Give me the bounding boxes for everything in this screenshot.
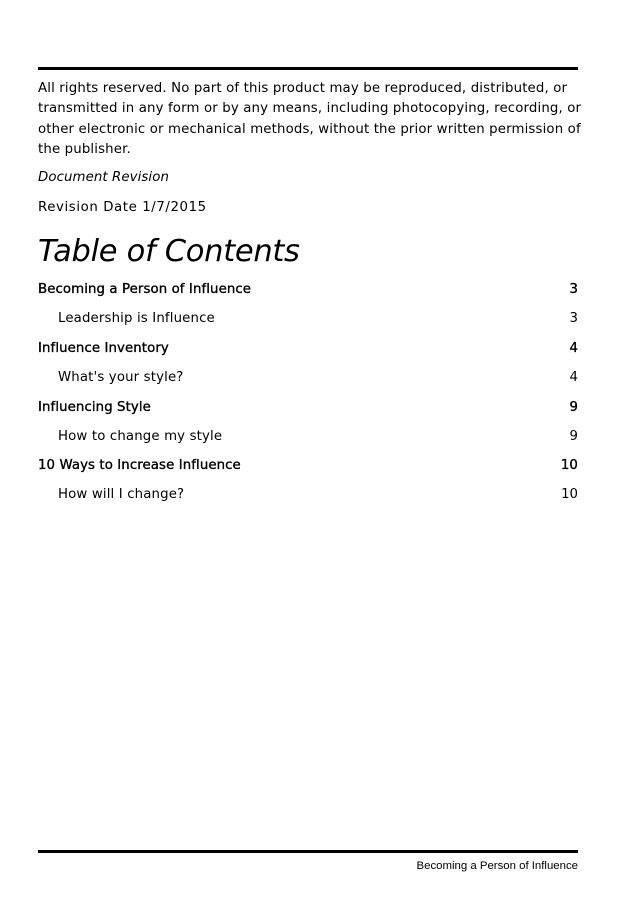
toc-subentry[interactable] <box>38 369 578 387</box>
document-page <box>38 0 582 902</box>
toc-entry-title: How to change my style <box>58 429 223 444</box>
toc-entry[interactable] <box>38 399 578 417</box>
toc-entry-title: 10 Ways to Increase Influence <box>38 458 241 473</box>
toc-entry-page: 9 <box>569 400 578 415</box>
toc-entry-title: Influencing Style <box>38 400 151 415</box>
toc-entry-page: 4 <box>569 341 578 356</box>
toc-entry-title: Becoming a Person of Influence <box>38 282 252 297</box>
toc-entry[interactable] <box>38 457 578 475</box>
toc-entry[interactable] <box>38 281 578 299</box>
revision-date: Revision Date 1/7/2015 <box>38 200 207 215</box>
toc-subentry[interactable] <box>38 428 578 446</box>
bottom-divider <box>38 850 578 853</box>
copyright-notice: All rights reserved. No part of this product may be reproduced, distributed, or transmitted in any form or by any means, including photocopying, recording, or other electronic or mechanical methods, without the prior written permission of the publisher. <box>38 81 582 157</box>
toc-entry-title: What's your style? <box>58 370 184 385</box>
top-divider <box>38 67 578 70</box>
toc-subentry[interactable] <box>38 310 578 328</box>
toc-title: Table of Contents <box>38 234 300 269</box>
toc-entry-title: Influence Inventory <box>38 341 169 356</box>
toc-entry-page: 3 <box>569 311 578 326</box>
toc-entry-page: 4 <box>569 370 578 385</box>
toc-entry-page: 3 <box>569 282 578 297</box>
toc-entry-page: 10 <box>561 487 578 502</box>
toc-entry-page: 9 <box>569 429 578 444</box>
toc-entry-page: 10 <box>560 458 578 473</box>
toc-entry-title: How will I change? <box>58 487 185 502</box>
page-footer: Becoming a Person of Influence <box>416 860 578 872</box>
toc-entry-title: Leadership is Influence <box>58 311 215 326</box>
toc-subentry[interactable] <box>38 486 578 504</box>
toc-entry[interactable] <box>38 340 578 358</box>
revision-heading: Document Revision <box>38 170 169 185</box>
